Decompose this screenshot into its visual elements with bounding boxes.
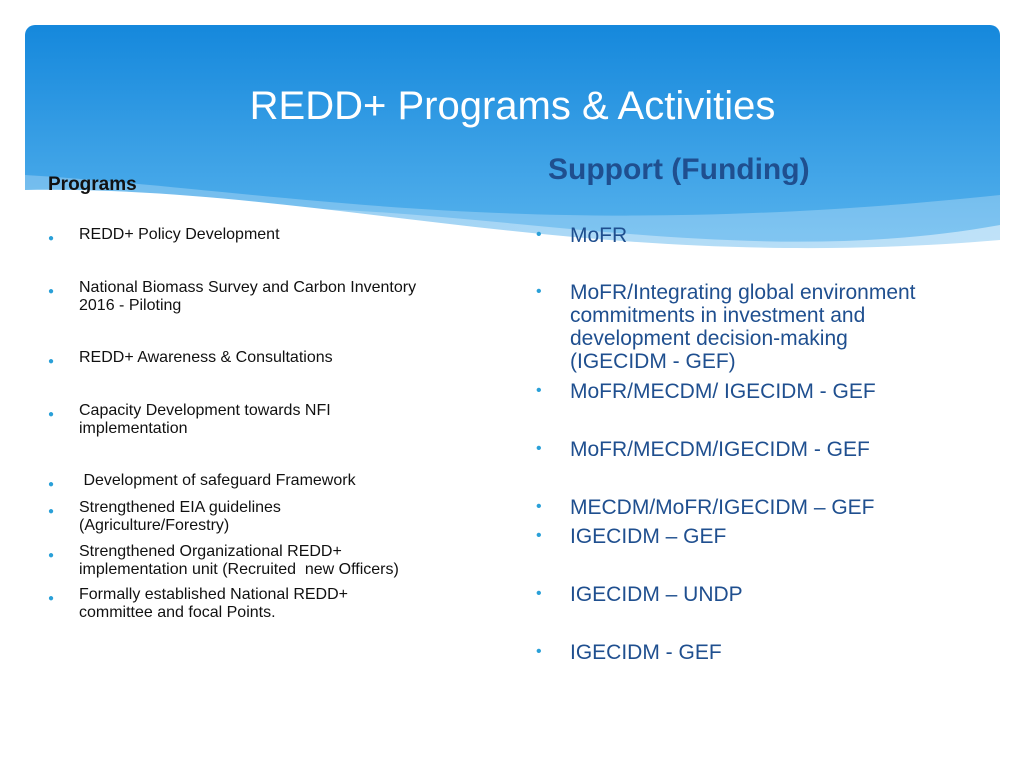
- bullet-icon: ●: [48, 286, 55, 297]
- program-line: committee and focal Points.: [79, 604, 276, 621]
- program-line: Development of safeguard Framework: [79, 472, 356, 489]
- bullet-icon: ●: [48, 550, 55, 561]
- program-line: implementation unit (Recruited new Officers): [79, 561, 399, 578]
- program-line: (Agriculture/Forestry): [79, 517, 230, 534]
- bullet-icon: ●: [48, 233, 55, 244]
- bullet-icon: •: [536, 585, 542, 602]
- bullet-icon: •: [536, 440, 542, 457]
- program-line: Capacity Development towards NFI: [79, 402, 331, 419]
- program-line: implementation: [79, 420, 188, 437]
- bullet-icon: ●: [48, 593, 55, 604]
- programs-heading: Programs: [48, 174, 137, 195]
- support-line: MoFR/MECDM/ IGECIDM - GEF: [570, 380, 876, 403]
- bullet-icon: •: [536, 382, 542, 399]
- bullet-icon: •: [536, 498, 542, 515]
- program-line: Strengthened EIA guidelines: [79, 499, 281, 516]
- support-line: MoFR/Integrating global environment: [570, 281, 916, 304]
- bullet-icon: •: [536, 226, 542, 243]
- support-line: MoFR/MECDM/IGECIDM - GEF: [570, 438, 870, 461]
- program-line: Formally established National REDD+: [79, 586, 348, 603]
- support-line: (IGECIDM - GEF): [570, 350, 736, 373]
- program-line: 2016 - Piloting: [79, 297, 182, 314]
- bullet-icon: •: [536, 527, 542, 544]
- program-line: REDD+ Awareness & Consultations: [79, 349, 333, 366]
- bullet-icon: ●: [48, 479, 55, 490]
- bullet-icon: ●: [48, 409, 55, 420]
- support-line: IGECIDM - GEF: [570, 641, 722, 664]
- support-heading: Support (Funding): [548, 153, 810, 186]
- support-line: MECDM/MoFR/IGECIDM – GEF: [570, 496, 875, 519]
- bullet-icon: ●: [48, 506, 55, 517]
- support-line: IGECIDM – GEF: [570, 525, 727, 548]
- program-line: REDD+ Policy Development: [79, 226, 280, 243]
- support-line: MoFR: [570, 224, 628, 247]
- bullet-icon: •: [536, 643, 542, 660]
- support-line: IGECIDM – UNDP: [570, 583, 743, 606]
- bullet-icon: •: [536, 283, 542, 300]
- slide-title: REDD+ Programs & Activities: [249, 84, 776, 128]
- program-line: National Biomass Survey and Carbon Inventory: [79, 279, 417, 296]
- bullet-icon: ●: [48, 356, 55, 367]
- support-line: development decision-making: [570, 327, 848, 350]
- support-line: commitments in investment and: [570, 304, 866, 327]
- program-line: Strengthened Organizational REDD+: [79, 543, 342, 560]
